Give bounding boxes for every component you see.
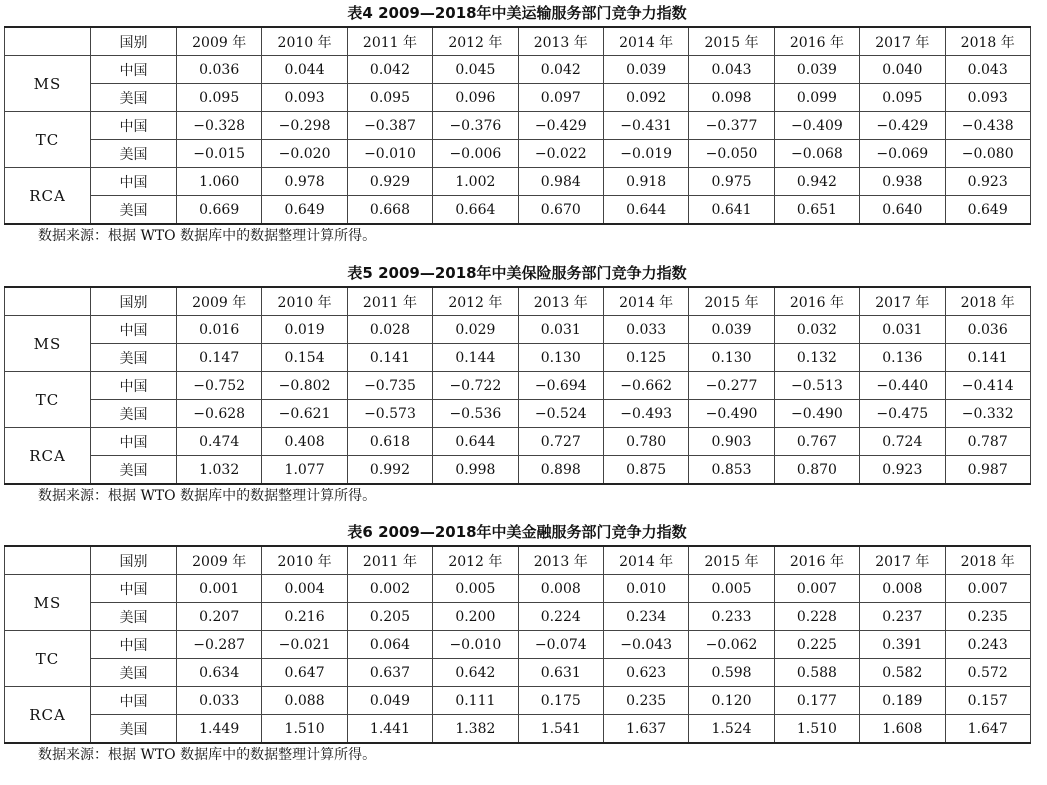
value-cell: 0.640 [860, 196, 945, 225]
value-cell: −0.080 [945, 140, 1030, 168]
value-cell: 0.136 [860, 344, 945, 372]
country-cell: 美国 [91, 456, 177, 485]
value-cell: 0.984 [518, 168, 603, 196]
value-cell: 0.669 [177, 196, 262, 225]
table-row [5, 715, 1031, 744]
country-cell: 美国 [91, 344, 177, 372]
value-cell: 1.637 [603, 715, 688, 744]
country-cell: 美国 [91, 603, 177, 631]
value-cell: 0.004 [262, 575, 347, 603]
country-cell: 美国 [91, 84, 177, 112]
country-cell: 美国 [91, 659, 177, 687]
year-header: 2014 年 [603, 287, 688, 316]
value-cell: 0.040 [860, 56, 945, 84]
value-cell: 0.234 [603, 603, 688, 631]
value-cell: 0.623 [603, 659, 688, 687]
value-cell: −0.019 [603, 140, 688, 168]
value-cell: −0.524 [518, 400, 603, 428]
value-cell: −0.050 [689, 140, 774, 168]
year-header: 2015 年 [689, 27, 774, 56]
value-cell: 0.649 [945, 196, 1030, 225]
value-cell: 0.582 [860, 659, 945, 687]
value-cell: −0.006 [433, 140, 518, 168]
value-cell: −0.414 [945, 372, 1030, 400]
value-cell: −0.021 [262, 631, 347, 659]
metric-label: TC [5, 631, 91, 687]
value-cell: 0.130 [689, 344, 774, 372]
table-row [5, 168, 1031, 196]
value-cell: 0.044 [262, 56, 347, 84]
year-header: 2017 年 [860, 287, 945, 316]
country-cell: 中国 [91, 56, 177, 84]
value-cell: −0.493 [603, 400, 688, 428]
value-cell: −0.010 [347, 140, 432, 168]
year-header: 2013 年 [518, 546, 603, 575]
value-cell: −0.043 [603, 631, 688, 659]
value-cell: 0.727 [518, 428, 603, 456]
value-cell: 0.001 [177, 575, 262, 603]
value-cell: −0.387 [347, 112, 432, 140]
metric-label: RCA [5, 687, 91, 744]
country-cell: 美国 [91, 140, 177, 168]
value-cell: 0.207 [177, 603, 262, 631]
value-cell: 0.092 [603, 84, 688, 112]
value-cell: −0.377 [689, 112, 774, 140]
country-cell: 美国 [91, 400, 177, 428]
value-cell: 0.631 [518, 659, 603, 687]
value-cell: 0.637 [347, 659, 432, 687]
value-cell: 0.998 [433, 456, 518, 485]
value-cell: 0.651 [774, 196, 859, 225]
value-cell: −0.376 [433, 112, 518, 140]
value-cell: −0.490 [689, 400, 774, 428]
table-row [5, 112, 1031, 140]
table-row [5, 196, 1031, 225]
year-header: 2012 年 [433, 27, 518, 56]
value-cell: 0.029 [433, 316, 518, 344]
value-cell: −0.752 [177, 372, 262, 400]
value-cell: 0.898 [518, 456, 603, 485]
value-cell: 0.141 [347, 344, 432, 372]
year-header: 2017 年 [860, 27, 945, 56]
value-cell: 0.767 [774, 428, 859, 456]
table-row [5, 456, 1031, 485]
value-cell: 0.177 [774, 687, 859, 715]
value-cell: 0.598 [689, 659, 774, 687]
value-cell: 0.042 [518, 56, 603, 84]
year-header: 2016 年 [774, 287, 859, 316]
table-caption: 表5 2009—2018年中美保险服务部门竞争力指数 [347, 264, 687, 282]
value-cell: 0.618 [347, 428, 432, 456]
country-cell: 中国 [91, 428, 177, 456]
table-row [5, 575, 1031, 603]
country-cell: 中国 [91, 316, 177, 344]
table-block-5 [4, 260, 1030, 507]
year-header: 2011 年 [347, 27, 432, 56]
year-header: 2018 年 [945, 287, 1030, 316]
value-cell: −0.475 [860, 400, 945, 428]
value-cell: 0.039 [774, 56, 859, 84]
value-cell: 0.095 [177, 84, 262, 112]
value-cell: −0.287 [177, 631, 262, 659]
value-cell: 0.408 [262, 428, 347, 456]
year-header: 2009 年 [177, 27, 262, 56]
value-cell: 0.634 [177, 659, 262, 687]
value-cell: 0.130 [518, 344, 603, 372]
value-cell: 0.141 [945, 344, 1030, 372]
year-header: 2016 年 [774, 27, 859, 56]
value-cell: 0.243 [945, 631, 1030, 659]
header-row [5, 546, 1031, 575]
value-cell: 0.007 [945, 575, 1030, 603]
value-cell: 0.125 [603, 344, 688, 372]
value-cell: 1.060 [177, 168, 262, 196]
value-cell: −0.020 [262, 140, 347, 168]
year-header: 2009 年 [177, 546, 262, 575]
value-cell: 0.042 [347, 56, 432, 84]
value-cell: 0.588 [774, 659, 859, 687]
value-cell: 0.938 [860, 168, 945, 196]
value-cell: 0.120 [689, 687, 774, 715]
value-cell: 0.095 [860, 84, 945, 112]
value-cell: 0.005 [689, 575, 774, 603]
corner-cell [5, 27, 91, 56]
value-cell: 0.233 [689, 603, 774, 631]
value-cell: 0.787 [945, 428, 1030, 456]
header-row [5, 287, 1031, 316]
value-cell: 0.642 [433, 659, 518, 687]
table-block-6 [4, 519, 1030, 766]
table-row [5, 659, 1031, 687]
value-cell: 0.157 [945, 687, 1030, 715]
value-cell: −0.573 [347, 400, 432, 428]
value-cell: −0.431 [603, 112, 688, 140]
year-header: 2018 年 [945, 546, 1030, 575]
metric-label: MS [5, 316, 91, 372]
value-cell: −0.513 [774, 372, 859, 400]
metric-label: TC [5, 372, 91, 428]
data-table [4, 545, 1031, 744]
year-header: 2016 年 [774, 546, 859, 575]
country-cell: 美国 [91, 196, 177, 225]
country-header: 国别 [91, 287, 177, 316]
value-cell: 0.033 [177, 687, 262, 715]
value-cell: 0.870 [774, 456, 859, 485]
value-cell: 0.016 [177, 316, 262, 344]
table-row [5, 84, 1031, 112]
country-header: 国别 [91, 546, 177, 575]
value-cell: 0.975 [689, 168, 774, 196]
country-header: 国别 [91, 27, 177, 56]
value-cell: 0.224 [518, 603, 603, 631]
year-header: 2013 年 [518, 27, 603, 56]
value-cell: 0.923 [860, 456, 945, 485]
value-cell: 0.205 [347, 603, 432, 631]
value-cell: 0.096 [433, 84, 518, 112]
value-cell: 0.664 [433, 196, 518, 225]
value-cell: −0.069 [860, 140, 945, 168]
value-cell: 0.036 [177, 56, 262, 84]
year-header: 2015 年 [689, 287, 774, 316]
value-cell: −0.015 [177, 140, 262, 168]
value-cell: 0.049 [347, 687, 432, 715]
value-cell: 0.175 [518, 687, 603, 715]
value-cell: 0.111 [433, 687, 518, 715]
value-cell: 0.225 [774, 631, 859, 659]
table-row [5, 140, 1031, 168]
value-cell: 1.441 [347, 715, 432, 744]
value-cell: 0.780 [603, 428, 688, 456]
value-cell: −0.490 [774, 400, 859, 428]
value-cell: 0.031 [518, 316, 603, 344]
year-header: 2011 年 [347, 287, 432, 316]
value-cell: 0.132 [774, 344, 859, 372]
header-row [5, 27, 1031, 56]
value-cell: 0.644 [433, 428, 518, 456]
value-cell: −0.074 [518, 631, 603, 659]
value-cell: 0.853 [689, 456, 774, 485]
table-caption: 表4 2009—2018年中美运输服务部门竞争力指数 [347, 4, 687, 22]
value-cell: −0.429 [518, 112, 603, 140]
value-cell: 0.093 [945, 84, 1030, 112]
value-cell: 0.670 [518, 196, 603, 225]
year-header: 2010 年 [262, 287, 347, 316]
year-header: 2010 年 [262, 27, 347, 56]
value-cell: 0.144 [433, 344, 518, 372]
value-cell: −0.662 [603, 372, 688, 400]
data-table [4, 286, 1031, 485]
value-cell: 0.724 [860, 428, 945, 456]
value-cell: 0.008 [860, 575, 945, 603]
value-cell: 0.093 [262, 84, 347, 112]
country-cell: 中国 [91, 112, 177, 140]
year-header: 2009 年 [177, 287, 262, 316]
value-cell: 0.918 [603, 168, 688, 196]
value-cell: 0.942 [774, 168, 859, 196]
value-cell: −0.694 [518, 372, 603, 400]
value-cell: 0.228 [774, 603, 859, 631]
value-cell: 0.391 [860, 631, 945, 659]
source-note: 数据来源：根据 WTO 数据库中的数据整理计算所得。 [38, 747, 377, 763]
corner-cell [5, 546, 91, 575]
value-cell: 1.510 [262, 715, 347, 744]
value-cell: −0.010 [433, 631, 518, 659]
value-cell: 0.097 [518, 84, 603, 112]
table-row [5, 372, 1031, 400]
value-cell: 0.064 [347, 631, 432, 659]
value-cell: 0.644 [603, 196, 688, 225]
metric-label: RCA [5, 428, 91, 485]
value-cell: 0.095 [347, 84, 432, 112]
year-header: 2011 年 [347, 546, 432, 575]
value-cell: 0.008 [518, 575, 603, 603]
value-cell: 1.647 [945, 715, 1030, 744]
value-cell: 0.647 [262, 659, 347, 687]
value-cell: 1.077 [262, 456, 347, 485]
value-cell: 0.992 [347, 456, 432, 485]
year-header: 2012 年 [433, 287, 518, 316]
table-row [5, 631, 1031, 659]
value-cell: 0.045 [433, 56, 518, 84]
value-cell: 0.043 [689, 56, 774, 84]
country-cell: 美国 [91, 715, 177, 744]
metric-label: MS [5, 56, 91, 112]
value-cell: 0.036 [945, 316, 1030, 344]
value-cell: 0.010 [603, 575, 688, 603]
table-row [5, 344, 1031, 372]
table-row [5, 400, 1031, 428]
value-cell: 0.098 [689, 84, 774, 112]
value-cell: −0.328 [177, 112, 262, 140]
year-header: 2010 年 [262, 546, 347, 575]
value-cell: 0.039 [689, 316, 774, 344]
country-cell: 中国 [91, 168, 177, 196]
value-cell: −0.332 [945, 400, 1030, 428]
value-cell: 0.649 [262, 196, 347, 225]
value-cell: 0.668 [347, 196, 432, 225]
value-cell: −0.298 [262, 112, 347, 140]
metric-label: TC [5, 112, 91, 168]
value-cell: −0.735 [347, 372, 432, 400]
value-cell: 0.237 [860, 603, 945, 631]
value-cell: −0.621 [262, 400, 347, 428]
value-cell: 0.002 [347, 575, 432, 603]
value-cell: 0.099 [774, 84, 859, 112]
value-cell: 1.524 [689, 715, 774, 744]
year-header: 2012 年 [433, 546, 518, 575]
country-cell: 中国 [91, 372, 177, 400]
value-cell: −0.022 [518, 140, 603, 168]
value-cell: −0.277 [689, 372, 774, 400]
year-header: 2014 年 [603, 546, 688, 575]
value-cell: −0.536 [433, 400, 518, 428]
value-cell: 0.031 [860, 316, 945, 344]
value-cell: 0.032 [774, 316, 859, 344]
metric-label: MS [5, 575, 91, 631]
value-cell: 0.200 [433, 603, 518, 631]
value-cell: −0.440 [860, 372, 945, 400]
value-cell: 0.875 [603, 456, 688, 485]
value-cell: 0.189 [860, 687, 945, 715]
value-cell: 1.449 [177, 715, 262, 744]
value-cell: 0.007 [774, 575, 859, 603]
value-cell: −0.438 [945, 112, 1030, 140]
year-header: 2013 年 [518, 287, 603, 316]
value-cell: −0.062 [689, 631, 774, 659]
table-block-4 [4, 0, 1030, 247]
value-cell: 0.028 [347, 316, 432, 344]
table-row [5, 316, 1031, 344]
value-cell: 0.033 [603, 316, 688, 344]
value-cell: 0.039 [603, 56, 688, 84]
country-cell: 中国 [91, 575, 177, 603]
value-cell: 0.474 [177, 428, 262, 456]
table-row [5, 603, 1031, 631]
value-cell: 0.005 [433, 575, 518, 603]
year-header: 2017 年 [860, 546, 945, 575]
year-header: 2014 年 [603, 27, 688, 56]
value-cell: 1.541 [518, 715, 603, 744]
value-cell: 0.641 [689, 196, 774, 225]
country-cell: 中国 [91, 631, 177, 659]
year-header: 2015 年 [689, 546, 774, 575]
value-cell: −0.409 [774, 112, 859, 140]
data-table [4, 26, 1031, 225]
value-cell: 0.088 [262, 687, 347, 715]
value-cell: 0.929 [347, 168, 432, 196]
value-cell: −0.068 [774, 140, 859, 168]
value-cell: 0.019 [262, 316, 347, 344]
value-cell: 0.043 [945, 56, 1030, 84]
value-cell: 0.923 [945, 168, 1030, 196]
value-cell: 0.572 [945, 659, 1030, 687]
country-cell: 中国 [91, 687, 177, 715]
year-header: 2018 年 [945, 27, 1030, 56]
value-cell: −0.802 [262, 372, 347, 400]
value-cell: 1.032 [177, 456, 262, 485]
source-note: 数据来源：根据 WTO 数据库中的数据整理计算所得。 [38, 488, 377, 504]
table-row [5, 428, 1031, 456]
value-cell: 0.978 [262, 168, 347, 196]
value-cell: −0.722 [433, 372, 518, 400]
corner-cell [5, 287, 91, 316]
value-cell: 0.987 [945, 456, 1030, 485]
value-cell: 0.235 [945, 603, 1030, 631]
table-row [5, 687, 1031, 715]
value-cell: −0.628 [177, 400, 262, 428]
value-cell: 0.235 [603, 687, 688, 715]
value-cell: −0.429 [860, 112, 945, 140]
table-caption: 表6 2009—2018年中美金融服务部门竞争力指数 [347, 523, 687, 541]
value-cell: 1.510 [774, 715, 859, 744]
value-cell: 0.216 [262, 603, 347, 631]
value-cell: 0.147 [177, 344, 262, 372]
source-note: 数据来源：根据 WTO 数据库中的数据整理计算所得。 [38, 228, 377, 244]
value-cell: 1.608 [860, 715, 945, 744]
value-cell: 1.382 [433, 715, 518, 744]
metric-label: RCA [5, 168, 91, 225]
value-cell: 0.154 [262, 344, 347, 372]
value-cell: 0.903 [689, 428, 774, 456]
table-row [5, 56, 1031, 84]
value-cell: 1.002 [433, 168, 518, 196]
